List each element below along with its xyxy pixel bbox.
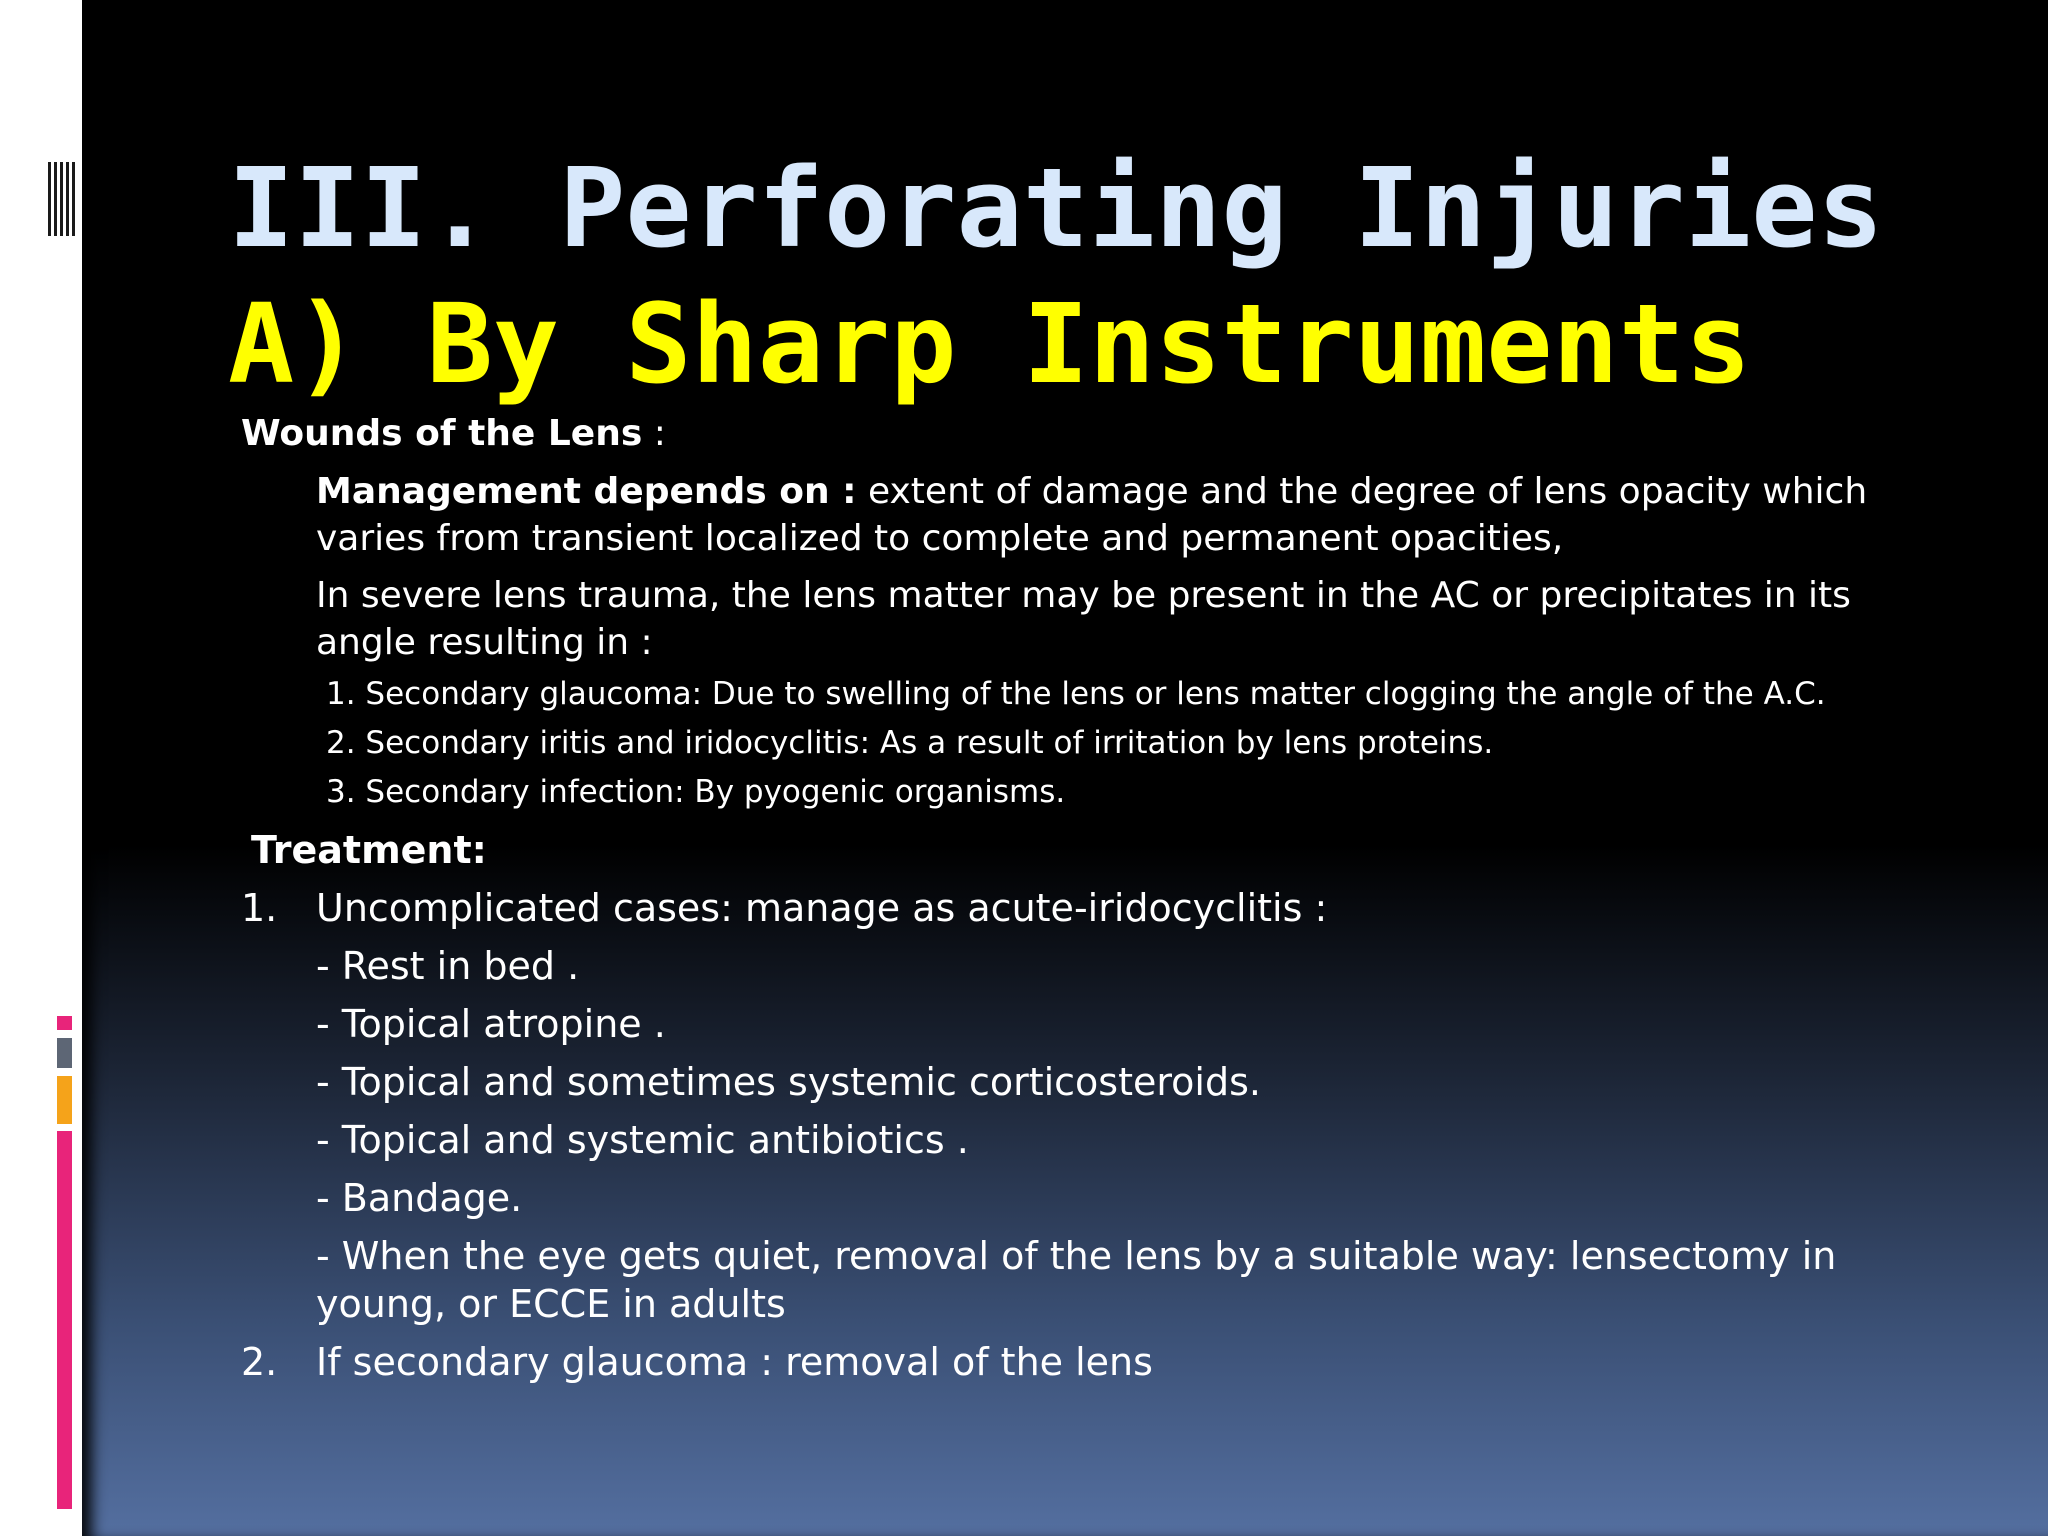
orange-accent-bar: [57, 1076, 72, 1124]
treatment-heading-label: Treatment:: [251, 828, 487, 872]
pink-accent-bar-large: [57, 1131, 72, 1509]
treatment-text: If secondary glaucoma : removal of the lens: [316, 1340, 1153, 1384]
treatment-step: - Bandage.: [316, 1176, 523, 1220]
wounds-heading-suffix: :: [642, 413, 666, 454]
slide-title: [228, 140, 1884, 412]
treatment-item: [241, 1338, 1901, 1386]
pink-accent-bar-small: [57, 1016, 72, 1030]
complication-item: 3. Secondary infection: By pyogenic organisms.: [326, 774, 1066, 810]
complication-item: 1. Secondary glaucoma: Due to swelling of the lens or lens matter clogging the angle of the A.C.: [326, 676, 1826, 712]
wounds-heading-label: Wounds of the Lens: [241, 413, 643, 454]
treatment-step: - Rest in bed .: [316, 944, 580, 988]
treatment-text: Uncomplicated cases: manage as acute-iridocyclitis :: [316, 886, 1328, 930]
treatment-number: 2.: [241, 1340, 278, 1384]
management-text: extent of damage and the degree of lens opacity which varies from transient localized to complete and permanent opacities,: [316, 471, 1868, 559]
severe-trauma-paragraph: In severe lens trauma, the lens matter may be present in the AC or precipitates in its angle resulting in :: [316, 575, 1851, 663]
complication-item: 2. Secondary iritis and iridocyclitis: As a result of irritation by lens proteins.: [326, 725, 1494, 761]
vertical-lines-decoration: [48, 162, 78, 236]
slate-accent-bar: [57, 1038, 72, 1068]
treatment-step: - Topical and sometimes systemic corticosteroids.: [316, 1060, 1261, 1104]
treatment-step: - Topical and systemic antibiotics .: [316, 1118, 969, 1162]
management-label: Management depends on :: [316, 471, 857, 512]
title-line-2: A) By Sharp Instruments: [228, 280, 1752, 408]
management-paragraph: [241, 468, 1901, 562]
treatment-step: - When the eye gets quiet, removal of the lens by a suitable way: lensectomy in young, or ECCE in adults: [316, 1234, 1837, 1326]
treatment-item: [241, 884, 1901, 932]
title-line-1: III. Perforating Injuries: [228, 144, 1884, 272]
treatment-step: - Topical atropine .: [316, 1002, 666, 1046]
treatment-heading: [241, 826, 1901, 874]
slide-body: [241, 410, 1901, 1396]
treatment-number: 1.: [241, 886, 278, 930]
left-decoration-strip: [0, 0, 82, 1536]
wounds-heading: [241, 410, 1901, 458]
